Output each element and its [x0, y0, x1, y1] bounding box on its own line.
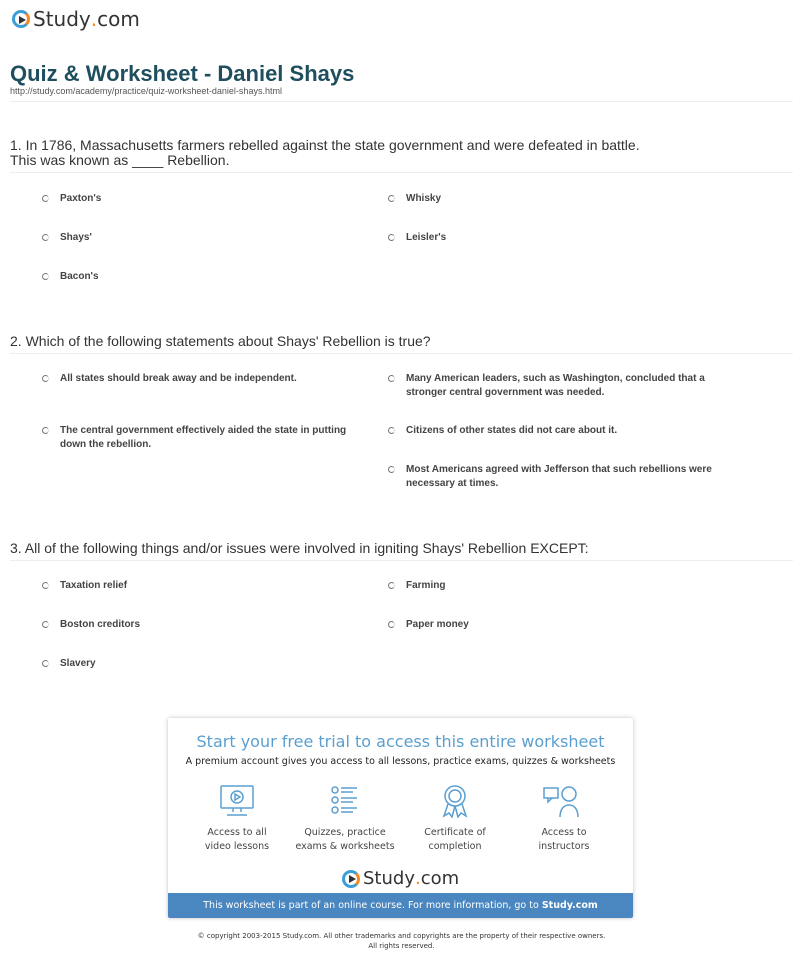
radio-icon[interactable] — [388, 582, 395, 589]
certificate-ribbon-icon — [437, 784, 473, 818]
question-2: 2. Which of the following statements about Shays' Rebellion is true? — [10, 333, 431, 349]
radio-icon[interactable] — [388, 621, 395, 628]
logo-text: Study — [33, 7, 91, 31]
logo-com: com — [420, 868, 460, 889]
video-monitor-icon — [219, 784, 255, 818]
radio-icon[interactable] — [388, 466, 395, 473]
radio-icon[interactable] — [42, 582, 49, 589]
play-logo-icon — [342, 870, 360, 888]
radio-icon[interactable] — [42, 660, 49, 667]
feature-instructors: Access to instructors — [509, 784, 619, 854]
answer-option[interactable]: Leisler's — [388, 231, 446, 245]
radio-icon[interactable] — [42, 234, 49, 241]
answer-option[interactable]: Paper money — [388, 618, 469, 632]
radio-icon[interactable] — [42, 427, 49, 434]
answer-option[interactable]: Paxton's — [42, 192, 101, 206]
divider — [10, 560, 793, 561]
page-title: Quiz & Worksheet - Daniel Shays — [10, 61, 355, 86]
answer-option[interactable]: The central government effectively aided the state in putting down the rebellion. — [42, 424, 372, 452]
answer-option[interactable]: Farming — [388, 579, 445, 593]
answer-option[interactable]: Many American leaders, such as Washington, concluded that a stronger central government was needed. — [388, 372, 738, 400]
divider — [10, 101, 793, 102]
radio-icon[interactable] — [388, 234, 395, 241]
free-trial-box — [168, 718, 633, 918]
answer-option[interactable]: Slavery — [42, 657, 96, 671]
quiz-list-icon — [327, 784, 363, 818]
question-3: 3. All of the following things and/or issues were involved in igniting Shays' Rebellion EXCEPT: — [10, 540, 589, 556]
radio-icon[interactable] — [42, 621, 49, 628]
radio-icon[interactable] — [388, 375, 395, 382]
study-logo[interactable] — [12, 7, 140, 31]
instructor-chat-icon — [542, 784, 586, 818]
answer-option[interactable]: Taxation relief — [42, 579, 127, 593]
promo-subheading: A premium account gives you access to all lessons, practice exams, quizzes & worksheets — [185, 756, 616, 767]
answer-option[interactable]: Bacon's — [42, 270, 99, 284]
radio-icon[interactable] — [42, 195, 49, 202]
course-info-bar — [168, 893, 633, 918]
copyright: © copyright 2003-2015 Study.com. All other trademarks and copyrights are the property of their respective owners. — [197, 932, 606, 940]
logo-text: Study — [363, 868, 415, 889]
radio-icon[interactable] — [42, 273, 49, 280]
answer-option[interactable]: Boston creditors — [42, 618, 140, 632]
bar-text: This worksheet is part of an online course. For more information, go to — [203, 900, 542, 911]
answer-option[interactable]: Citizens of other states did not care about it. — [388, 424, 738, 438]
answer-option[interactable]: Whisky — [388, 192, 441, 206]
study-link[interactable]: Study.com — [541, 900, 598, 911]
logo-dot: . — [90, 7, 98, 31]
feature-video-lessons: Access to all video lessons — [182, 784, 292, 854]
logo-dot: . — [414, 868, 421, 889]
rights-reserved: All rights reserved. — [368, 942, 435, 950]
question-1: 1. In 1786, Massachusetts farmers rebelled against the state government and were defeated in battle. This was known as ____ Rebellion. — [10, 137, 640, 168]
logo-com: com — [97, 7, 140, 31]
promo-heading[interactable]: Start your free trial to access this entire worksheet — [196, 732, 605, 751]
radio-icon[interactable] — [388, 427, 395, 434]
answer-option[interactable]: All states should break away and be independent. — [42, 372, 342, 386]
feature-quizzes: Quizzes, practice exams & worksheets — [290, 784, 400, 854]
answer-option[interactable]: Shays' — [42, 231, 92, 245]
radio-icon[interactable] — [388, 195, 395, 202]
feature-certificate: Certificate of completion — [400, 784, 510, 854]
page-url: http://study.com/academy/practice/quiz-worksheet-daniel-shays.html — [10, 86, 282, 96]
study-logo-promo[interactable] — [342, 868, 459, 889]
play-logo-icon — [12, 10, 30, 28]
divider — [10, 353, 793, 354]
answer-option[interactable]: Most Americans agreed with Jefferson that such rebellions were necessary at times. — [388, 463, 738, 491]
radio-icon[interactable] — [42, 375, 49, 382]
divider — [10, 172, 793, 173]
